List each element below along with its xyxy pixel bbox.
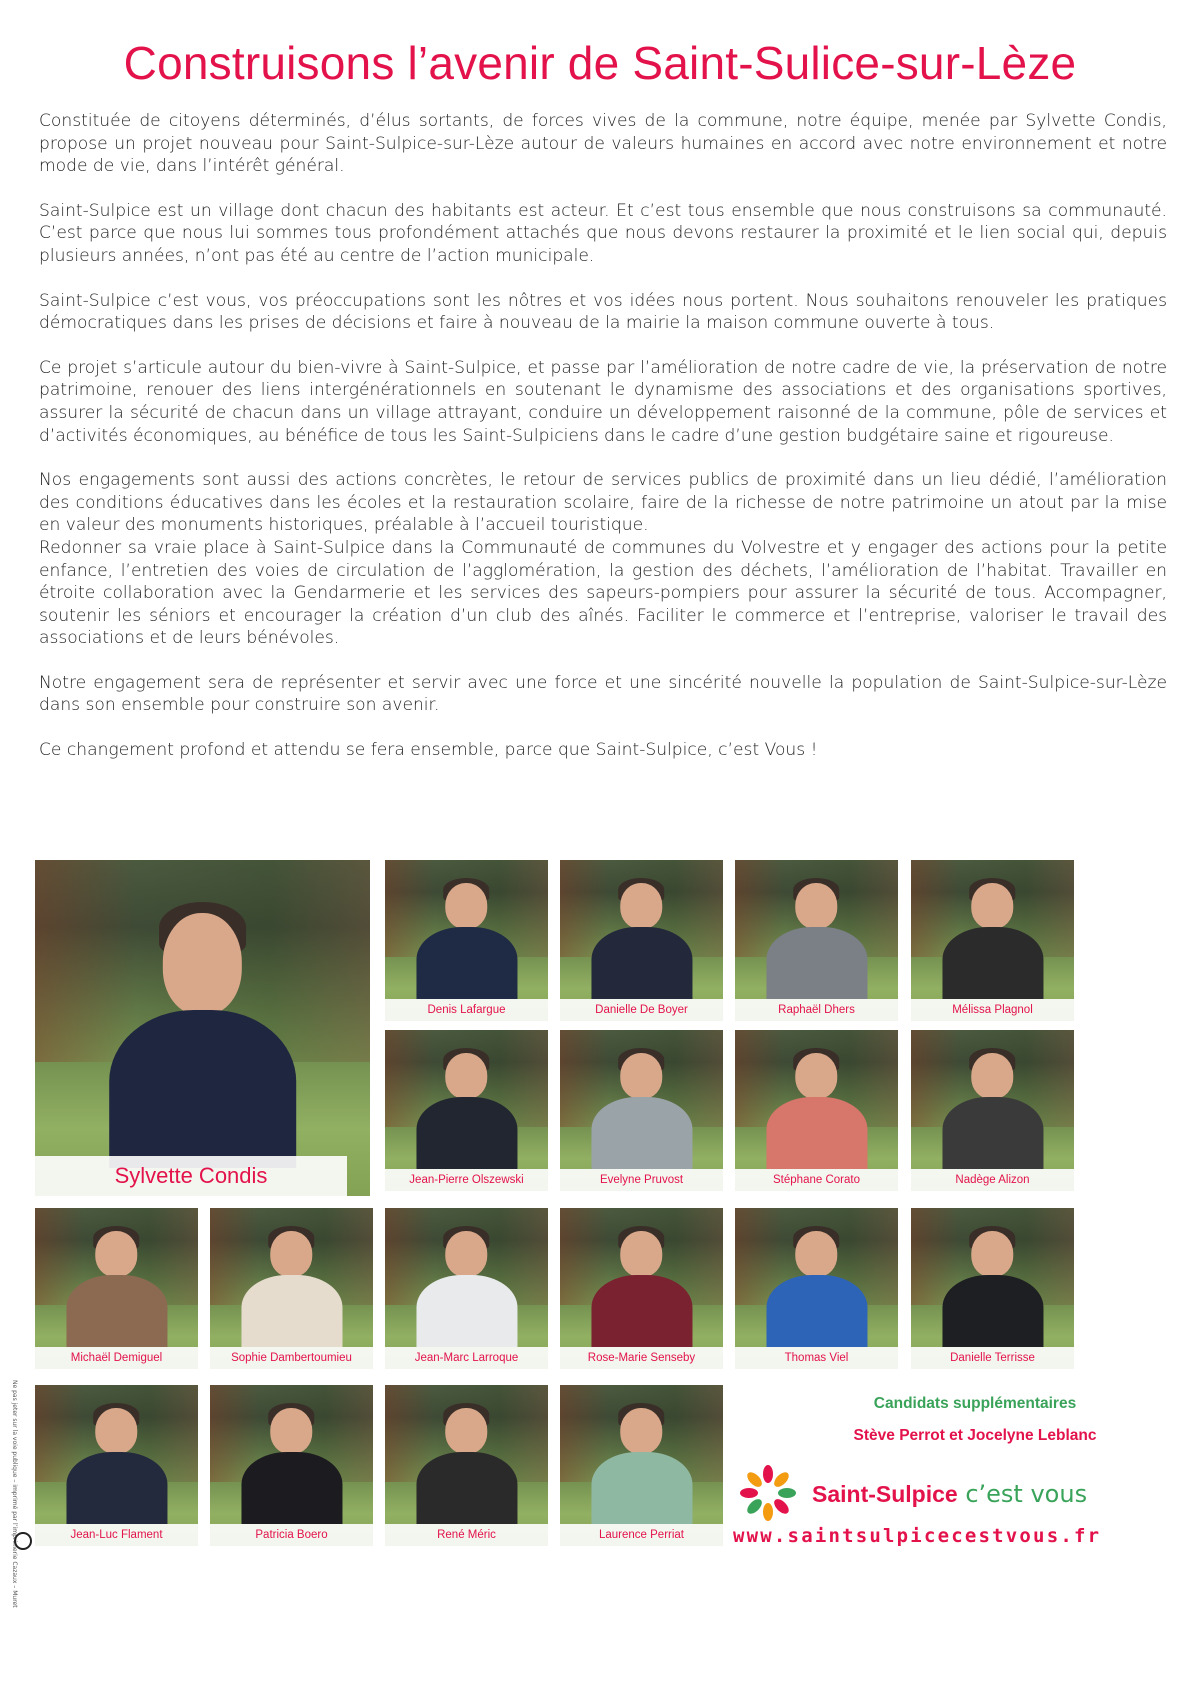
paragraph: Nos engagements sont aussi des actions concrètes, le retour de services publics de proximité dans un lieu dédié, l’amélioration des conditions éducatives dans les écoles et la restauration scolaire, faire de la richesse de notre patrimoine un atout par la mise en valeur des monuments historiques, préalable à l’accueil touristique. [39, 470, 1167, 536]
candidate-shirt [766, 927, 867, 999]
candidate-photo [560, 1030, 723, 1191]
portrait [766, 883, 867, 999]
candidate-shirt [416, 1097, 517, 1169]
candidate-photo [35, 1385, 198, 1546]
lead-candidate-name: Sylvette Condis [35, 1156, 347, 1196]
portrait [591, 1053, 692, 1169]
candidate-photo [560, 860, 723, 1021]
candidate-photo [735, 1030, 898, 1191]
candidate-photo [385, 1208, 548, 1369]
candidate-photo [560, 1385, 723, 1546]
candidate-shirt [66, 1275, 167, 1347]
brand-name [812, 1480, 1087, 1508]
candidate-name: Danielle De Boyer [560, 999, 723, 1021]
candidate-photo [35, 1208, 198, 1369]
candidate-shirt [591, 1275, 692, 1347]
candidate-name: Stéphane Corato [735, 1169, 898, 1191]
candidate-name: Jean-Luc Flament [35, 1524, 198, 1546]
candidate-photo [210, 1385, 373, 1546]
candidate-shirt [416, 927, 517, 999]
candidate-shirt [942, 1097, 1043, 1169]
portrait [416, 1053, 517, 1169]
candidate-name: René Méric [385, 1524, 548, 1546]
portrait [109, 913, 297, 1168]
candidate-photo [911, 1030, 1074, 1191]
paragraph: Saint-Sulpice c’est vous, vos préoccupations sont les nôtres et vos idées nous portent. Nous souhaitons renouveler les pratiques démocratiques dans les prises de décisions et faire à nouveau de la mairie la maison commune ouverte à tous. [39, 290, 1167, 334]
candidate-name: Danielle Terrisse [911, 1347, 1074, 1369]
lead-shirt [109, 1010, 297, 1168]
candidate-name: Nadège Alizon [911, 1169, 1074, 1191]
portrait [241, 1408, 342, 1524]
manifesto-text [39, 110, 1167, 762]
candidate-name: Patricia Boero [210, 1524, 373, 1546]
extra-candidates-heading: Candidats supplémentaires [873, 1395, 1077, 1412]
candidate-photo [385, 860, 548, 1021]
paragraph: Constituée de citoyens déterminés, d’élus sortants, de forces vives de la commune, notre équipe, menée par Sylvette Condis, propose un projet nouveau pour Saint-Sulpice-sur-Lèze autour de valeurs humaines en accord avec notre environnement et notre mode de vie, dans l’intérêt général. [39, 111, 1167, 177]
lead-candidate-photo [35, 860, 370, 1196]
candidate-name: Sophie Dambertoumieu [210, 1347, 373, 1369]
candidate-shirt [591, 1452, 692, 1524]
candidate-name: Mélissa Plagnol [911, 999, 1074, 1021]
paragraph: Ce projet s’articule autour du bien-vivre à Saint-Sulpice, et passe par l’amélioration de notre cadre de vie, la préservation de notre patrimoine, renouer des liens intergénérationnels en soutenant le dynamisme des associations et des organisations sportives, assurer la sécurité de chacun dans un village attrayant, conduire un développement raisonné de la commune, pôle de services et d’activités économiques, au bénéfice de tous les Saint-Sulpiciens dans le cadre d’une gestion budgétaire saine et rigoureuse. [39, 357, 1167, 446]
candidate-shirt [591, 927, 692, 999]
candidate-photo [385, 1030, 548, 1191]
candidate-name: Rose-Marie Senseby [560, 1347, 723, 1369]
candidate-name: Jean-Pierre Olszewski [385, 1169, 548, 1191]
portrait [766, 1053, 867, 1169]
candidate-shirt [591, 1097, 692, 1169]
portrait [241, 1231, 342, 1347]
portrait [942, 1231, 1043, 1347]
portrait [591, 883, 692, 999]
candidate-shirt [942, 1275, 1043, 1347]
candidate-name: Michaël Demiguel [35, 1347, 198, 1369]
legal-notice: Ne pas jeter sur la voie publique – imprimé par l’imprimerie Cazaux – Muret [11, 1380, 18, 1608]
paragraph: Ce changement profond et attendu se fera ensemble, parce que Saint-Sulpice, c’est Vous ! [39, 740, 818, 761]
candidate-photo [560, 1208, 723, 1369]
candidate-photo [911, 1208, 1074, 1369]
flower-logo-icon [738, 1462, 798, 1524]
page-title: Construisons l’avenir de Saint-Sulice-sur-Lèze [123, 37, 1077, 89]
candidate-shirt [416, 1275, 517, 1347]
paragraph: Redonner sa vraie place à Saint-Sulpice dans la Communauté de communes du Volvestre et y engager des actions pour la petite enfance, l’entretien des voies de circulation de l’agglomération, la gestion des déchets, l’amélioration de l’habitat. Travailler en étroite collaboration avec la Gendarmerie et les services des sapeurs-pompiers pour assurer la sécurité de tous. Accompagner, soutenir les séniors et encourager la création d’un club des aînés. Faciliter le commerce et l’entreprise, valoriser le travail des associations et de leurs bénévoles. [39, 537, 1167, 649]
brand-name-part2: c’est vous [957, 1480, 1088, 1508]
candidate-shirt [416, 1452, 517, 1524]
portrait [66, 1408, 167, 1524]
printer-logo-icon [14, 1532, 32, 1550]
candidate-photo [911, 860, 1074, 1021]
candidate-shirt [241, 1452, 342, 1524]
candidate-photo [385, 1385, 548, 1546]
candidate-photo [210, 1208, 373, 1369]
portrait [416, 1408, 517, 1524]
candidate-shirt [766, 1097, 867, 1169]
portrait [591, 1231, 692, 1347]
paragraph: Saint-Sulpice est un village dont chacun des habitants est acteur. Et c’est tous ensemble que nous construisons sa communauté. C’est parce que nous lui sommes tous profondément attachés que nous devons restaurer la proximité et le lien social qui, depuis plusieurs années, n’ont pas été au centre de l’action municipale. [39, 200, 1167, 266]
candidate-name: Thomas Viel [735, 1347, 898, 1369]
portrait [766, 1231, 867, 1347]
portrait [942, 883, 1043, 999]
candidate-photo [735, 1208, 898, 1369]
website-link[interactable]: www.saintsulpicecestvous.fr [733, 1525, 1102, 1547]
candidate-shirt [66, 1452, 167, 1524]
candidate-name: Jean-Marc Larroque [385, 1347, 548, 1369]
candidate-name: Raphaël Dhers [735, 999, 898, 1021]
candidate-name: Evelyne Pruvost [560, 1169, 723, 1191]
portrait [416, 1231, 517, 1347]
portrait [591, 1408, 692, 1524]
paragraph: Notre engagement sera de représenter et servir avec une force et une sincérité nouvelle la population de Saint-Sulpice-sur-Lèze dans son ensemble pour construire son avenir. [39, 672, 1167, 716]
candidate-name: Laurence Perriat [560, 1524, 723, 1546]
extra-candidates-names: Stève Perrot et Jocelyne Leblanc [853, 1427, 1097, 1444]
candidate-name: Denis Lafargue [385, 999, 548, 1021]
portrait [416, 883, 517, 999]
portrait [66, 1231, 167, 1347]
candidate-shirt [942, 927, 1043, 999]
brand-name-part1: Saint-Sulpice [812, 1481, 958, 1507]
portrait [942, 1053, 1043, 1169]
candidate-shirt [241, 1275, 342, 1347]
candidate-shirt [766, 1275, 867, 1347]
candidate-photo [735, 860, 898, 1021]
